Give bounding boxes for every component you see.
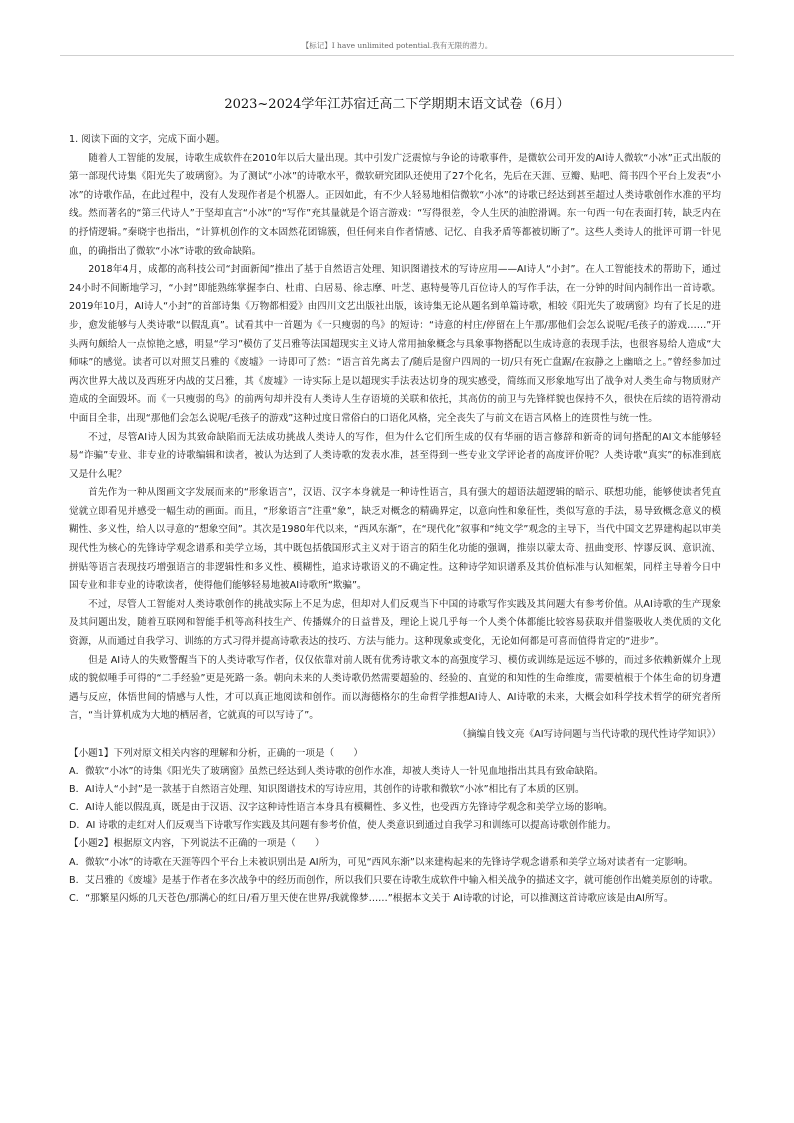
source-citation: （摘编自钱文亮《AI写诗问题与当代诗歌的现代性诗学知识》） — [457, 729, 721, 740]
answer-option: C．“那繁星闪烁的几天苍色/那满心的红日/看万里天使在世界/我就像梦……”根据本文关于 AI诗歌的讨论，可以推测这首诗歌应该是由AI所写。 — [69, 892, 674, 904]
answer-option: D．AI 诗歌的走红对人们反观当下诗歌写作实践及其问题有参考价值，使人类意识到通过自我学习和训练可以提高诗歌创作能力。 — [69, 820, 617, 832]
header-divider — [60, 55, 734, 56]
passage-paragraph: 首先作为一种从图画文字发展而来的“形象语言”，汉语、汉字本身就是一种诗性语言，具有强大的超语法超逻辑的暗示、联想功能，能够使读者凭直觉就立即看见并感受一幅生动的画面。而且，“形象语言”注重“象”，缺乏对概念的精确界定，以意向性和象征性，类似写意的手法，易导致概念意义的模糊性、多义性，给人以寻意的“想象空间”。其次是1980年代以来，“西风东渐”，在“现代化”叙事和“纯文学”观念的主导下，当代中国文艺界建构起以审美现代性为核心的先锋诗学观念谱系和美学立场，其中既包括俄国形式主义对于语言的陌生化功能的强调，推崇以蒙太奇、扭曲变形、悖谬反讽、意识流、拼贴等语言表现技巧增强语言的非逻辑性和多义性、模糊性，追求诗歌语义的不确定性。这种诗学知识谱系及其价值标准与认知框架，同样主导着今日中国专业和非专业的诗歌读者，使得他们能够轻易地被AI诗歌所“欺骗”。 — [69, 487, 721, 592]
question-intro: 1. 阅读下面的文字，完成下面小题。 — [69, 134, 226, 145]
passage-paragraph: 不过，尽管AI诗人因为其致命缺陷而无法成功挑战人类诗人的写作，但为什么它们所生成的仅有华丽的语言修辞和新奇的词句搭配的AI文本能够轻易“诈骗”专业、非专业的诗歌编辑和读者，被认为达到了人类诗歌的发表水准，甚至得到一些专业文学评论者的高度评价呢？人类诗歌“真实”的标准到底又是什么呢？ — [69, 431, 721, 480]
subquestion-stem: 【小题2】根据原文内容，下列说法不正确的一项是（ ） — [69, 838, 325, 850]
answer-option: A．微软“小冰”的诗歌在天涯等四个平台上未被识别出是 AI所为，可见“西风东渐”以来建构起来的先锋诗学观念谱系和美学立场对读者有一定影响。 — [69, 856, 694, 868]
passage-paragraph: 不过，尽管人工智能对人类诗歌创作的挑战实际上不足为虑，但却对人们反观当下中国的诗歌写作实践及其问题大有参考价值。从AI诗歌的生产现象及其问题出发，随着互联网和智能手机等高科技生产、传播媒介的日益普及，理论上说几乎每一个人类个体都能比较容易获取并借鉴吸收人类优质的文化资源，从而通过自我学习、训练的方式习得并提高诗歌表达的技巧、方法与能力。这种现象或变化，无论如何都是可喜而值得肯定的“进步”。 — [69, 598, 721, 648]
page-header: 【标记】I have unlimited potential.我有无限的潜力。 — [301, 41, 493, 50]
passage-paragraph: 但是 AI诗人的失败警醒当下的人类诗歌写作者，仅仅依靠对前人既有优秀诗歌文本的高强度学习、模仿或训练是远远不够的，而过多依赖新媒介上现成的貌似唾手可得的“二手经验”更是死路一条。朝向未来的人类诗歌仍然需要超验的、经验的、直觉的和知性的生命维度，需要植根于个体生命的切身遭遇与反应，体悟世间的情感与人性，才可以真正地阅读和创作。而以海德格尔的生命哲学推想AI诗人、AI诗歌的未来，大概会如科学技术哲学的研究者所言，“当计算机成为大地的栖居者，它就真的可以写诗了”。 — [69, 654, 721, 722]
document-title: 2023~2024学年江苏宿迁高二下学期期末语文试卷（6月） — [224, 97, 570, 112]
answer-option: C．AI诗人能以假乱真，既是由于汉语、汉字这种诗性语言本身具有模糊性、多义性，也受西方先锋诗学观念和美学立场的影响。 — [69, 802, 613, 814]
subquestion-stem: 【小题1】下列对原文相关内容的理解和分析，正确的一项是（ ） — [69, 747, 363, 759]
answer-option: B．AI诗人“小封”是一款基于自然语言处理、知识图谱技术的写诗应用，其创作的诗歌和微软“小冰”相比有了本质的区别。 — [69, 784, 585, 796]
passage-paragraph: 随着人工智能的发展，诗歌生成软件在2010年以后大量出现。其中引发广泛震惊与争论的诗歌事件，是微软公司开发的AI诗人微软“小冰”正式出版的第一部现代诗集《阳光失了玻璃窗》。为了测试“小冰”的诗歌水平，微软研究团队还使用了27个化名，先后在天涯、豆瓣、贴吧、简书四个平台上发表“小冰”的诗歌作品，在此过程中，没有人发现作者是个机器人。正因如此，有不少人轻易地相信微软“小冰”的诗歌已经达到甚至超过人类诗歌创作水准的平均线。然而著名的“第三代诗人”于坚却直言“小冰”的“写作”充其量就是个语言游戏：“写得很差，令人生厌的油腔滑调。东一句西一句在表面打转，缺乏内在的抒情逻辑。”秦晓宇也指出，“计算机创作的文本固然花团锦簇，但任何来自作者情感、记忆、自我矛盾等都被切断了”。这些人类诗人的批评可谓一针见血，的确指出了微软“小冰”诗歌的致命缺陷。 — [69, 152, 721, 257]
answer-option: A．微软“小冰”的诗集《阳光失了玻璃窗》虽然已经达到人类诗歌的创作水准，却被人类诗人一针见血地指出其具有致命缺陷。 — [69, 766, 604, 778]
document-body — [69, 131, 721, 908]
passage-paragraph: 2018年4月，成都的高科技公司“封面新闻”推出了基于自然语言处理、知识图谱技术的写诗应用——AI诗人“小封”。在人工智能技术的帮助下，通过24小时不间断地学习，“小封”即能熟练掌握李白、杜甫、白居易、徐志摩、叶芝、惠特曼等几百位诗人的写作手法，在一分钟的时间内制作出一首诗歌。2019年10月，AI诗人“小封”的首部诗集《万物都相爱》由四川文艺出版社出版，该诗集无论从题名到单篇诗歌，相较《阳光失了玻璃窗》均有了长足的进步，愈发能够与人类诗歌“以假乱真”。试看其中一首题为《一只瘦弱的鸟》的短诗：“诗意的村庄/停留在上午那/那他们会怎么说呢/毛孩子的游戏……”开头两句颇给人一点惊艳之感，明显“学习”模仿了艾吕雅等法国超现实主义诗人常用抽象概念与具象事物搭配以生成诗意的表现手法，也很容易给人造成“大师味”的感觉。读者可以对照艾吕雅的《废墟》一诗即可了然：“语言首先离去了/随后是窗户四周的一切/只有死亡盘踞/在寂静之上幽暗之上。”曾经参加过两次世界大战以及西班牙内战的艾吕雅，其《废墟》一诗实际上是以超现实手法表达切身的现实感受，简练而又形象地写出了战争对人类生命与物质财产造成的全面毁坏。而《一只瘦弱的鸟》的前两句却并没有人类诗人生存语境的关联和依托，其高仿的前卫与先锋样貌也保持不久，很快在后续的语符滑动中面目全非，出现“那他们会怎么说呢/毛孩子的游戏”这种过度日常俗白的口语化风格，完全丧失了与前文在语言风格上的连贯性与统一性。 — [69, 264, 721, 424]
answer-option: B．艾吕雅的《废墟》是基于作者在多次战争中的经历而创作，所以我们只要在诗歌生成软件中输入相关战争的描述文字，就可能创作出媲美原创的诗歌。 — [69, 874, 719, 886]
